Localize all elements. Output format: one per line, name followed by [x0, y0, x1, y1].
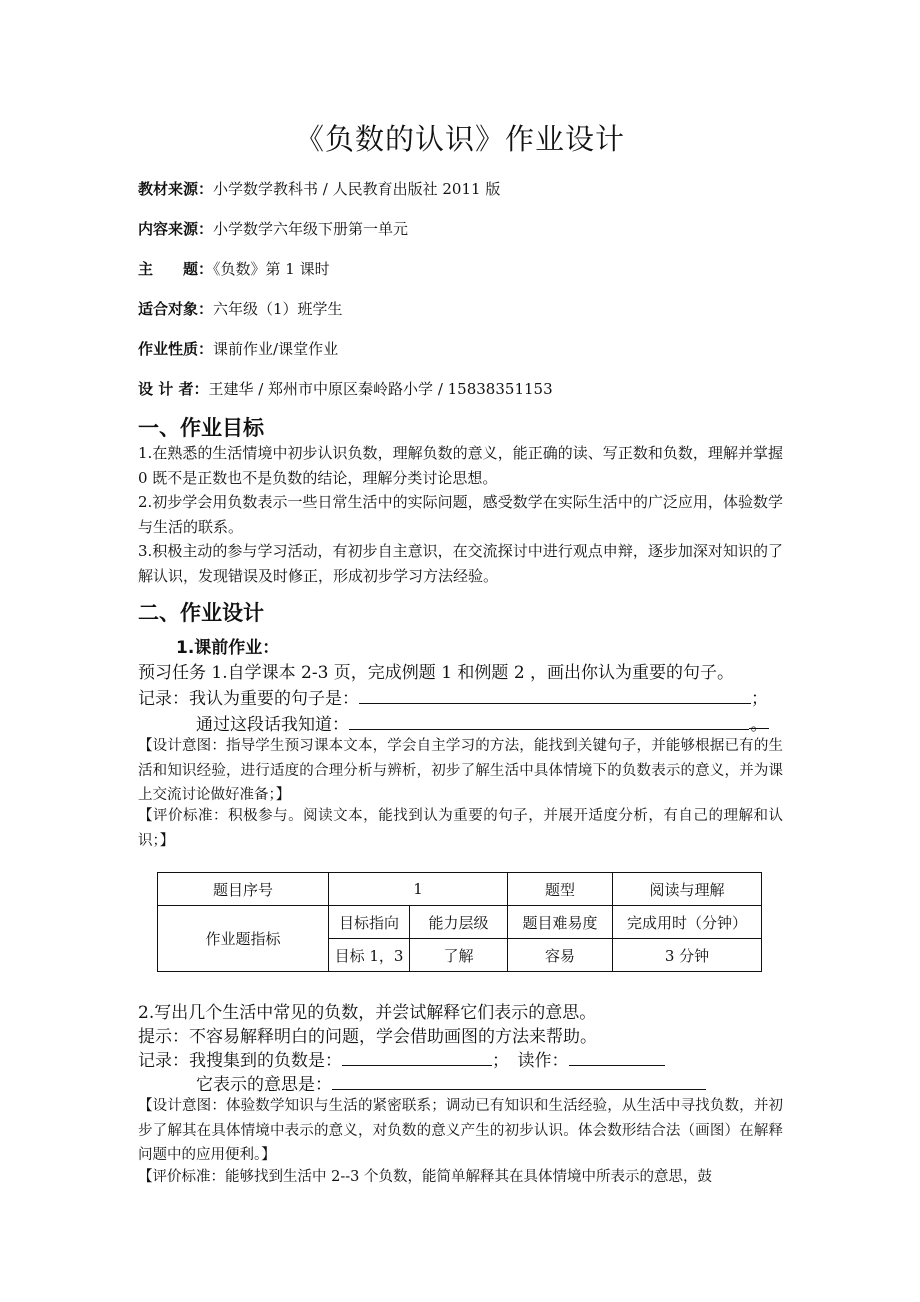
record-end: ； — [751, 689, 768, 709]
meta-value: 《负数》第 1 课时 — [213, 260, 330, 278]
table-row — [158, 873, 762, 906]
record-mid: ； 读作： — [492, 1051, 569, 1071]
table-cell: 3 分钟 — [613, 939, 762, 972]
meta-label: 内容来源： — [138, 220, 214, 238]
meta-label: 教材来源： — [138, 180, 214, 198]
meta-audience — [138, 298, 343, 319]
table-cell: 目标指向 — [329, 906, 410, 939]
answer-blank[interactable] — [359, 685, 751, 704]
subsection-preclass: 1.课前作业： — [176, 638, 280, 658]
section-heading-design: 二、作业设计 — [138, 601, 264, 625]
table-cell: 1 — [329, 873, 508, 906]
record-1a — [138, 684, 768, 709]
table-cell: 作业题指标 — [158, 906, 329, 972]
goals-list — [138, 441, 783, 588]
record-2a — [138, 1046, 665, 1071]
meta-value: 六年级（1）班学生 — [213, 300, 343, 318]
section-heading-goals: 一、作业目标 — [138, 416, 264, 440]
goal-item: 1.在熟悉的生活情境中初步认识负数，理解负数的意义，能正确的读、写正数和负数，理解并掌握 0 既不是正数也不是负数的结论，理解分类讨论思想。 — [138, 444, 783, 487]
meta-value: 小学数学六年级下册第一单元 — [213, 220, 409, 238]
task-2: 2.写出几个生活中常见的负数，并尝试解释它们表示的意思。 — [138, 1003, 597, 1023]
meta-label: 设 计 者： — [138, 380, 209, 398]
goal-item: 2.初步学会用负数表示一些日常生活中的实际问题，感受数学在实际生活中的广泛应用，体验数学与生活的联系。 — [138, 493, 783, 536]
table-row — [158, 906, 762, 939]
table-cell: 题型 — [508, 873, 613, 906]
hint-2: 提示：不容易解释明白的问题，学会借助画图的方法来帮助。 — [138, 1027, 597, 1047]
meta-content-source — [138, 218, 408, 239]
answer-blank[interactable] — [342, 1047, 492, 1066]
record-2b — [196, 1070, 706, 1095]
table-cell: 能力层级 — [410, 906, 508, 939]
table-cell: 了解 — [410, 939, 508, 972]
design-intent-1: 【设计意图：指导学生预习课本文本，学会自主学习的方法，能找到关键句子，并能够根据已有的生活和知识经验，进行适度的合理分析与辨析，初步了解生活中具体情境下的负数表示的意义，并为课上交流讨论做好准备；】 — [138, 738, 783, 803]
answer-blank[interactable] — [349, 711, 749, 730]
page-title: 《负数的认识》作业设计 — [294, 122, 625, 156]
meta-label: 作业性质： — [138, 340, 214, 358]
meta-topic — [138, 258, 330, 279]
table-cell: 题目序号 — [158, 873, 329, 906]
meta-designer — [138, 378, 553, 399]
table-cell: 目标 1，3 — [329, 939, 410, 972]
answer-blank[interactable] — [332, 1071, 706, 1090]
record-label: 记录：我认为重要的句子是： — [138, 689, 359, 709]
evaluation-2: 【评价标准：能够找到生活中 2--3 个负数，能简单解释其在具体情境中所表示的意思，鼓 — [138, 1169, 712, 1185]
evaluation-1: 【评价标准：积极参与。阅读文本，能找到认为重要的句子，并展开适度分析，有自己的理解和认识；】 — [138, 808, 783, 849]
table-cell: 容易 — [508, 939, 613, 972]
answer-blank[interactable] — [569, 1047, 665, 1066]
goal-item: 3.积极主动的参与学习活动，有初步自主意识，在交流探讨中进行观点申辩，逐步加深对知识的了解认识，发现错误及时修正，形成初步学习方法经验。 — [138, 542, 783, 585]
task-1: 预习任务 1.自学课本 2-3 页，完成例题 1 和例题 2 ，画出你认为重要的句子。 — [138, 663, 735, 683]
table-cell: 阅读与理解 — [613, 873, 762, 906]
table-cell: 题目难易度 — [508, 906, 613, 939]
meta-homework-type — [138, 338, 338, 359]
record-label: 通过这段话我知道： — [196, 715, 349, 735]
record-end: 。 — [749, 710, 769, 729]
indicator-table — [157, 872, 762, 972]
record-label: 记录：我搜集到的负数是： — [138, 1051, 342, 1071]
record-1b — [196, 710, 769, 735]
meta-value: 王建华 / 郑州市中原区秦岭路小学 / 15838351153 — [208, 380, 553, 398]
meta-textbook-source — [138, 178, 500, 199]
table-cell: 完成用时（分钟） — [613, 906, 762, 939]
meta-label: 主 题： — [138, 260, 214, 278]
meta-label: 适合对象： — [138, 300, 214, 318]
meta-value: 小学数学教科书 / 人民教育出版社 2011 版 — [213, 180, 501, 198]
meta-value: 课前作业/课堂作业 — [213, 340, 339, 358]
record-label: 它表示的意思是： — [196, 1075, 332, 1095]
design-intent-2: 【设计意图：体验数学知识与生活的紧密联系；调动已有知识和生活经验，从生活中寻找负数，并初步了解其在具体情境中表示的意义，对负数的意义产生的初步认识。体会数形结合法（画图）在解释问题中的应用便利。】 — [138, 1098, 783, 1163]
